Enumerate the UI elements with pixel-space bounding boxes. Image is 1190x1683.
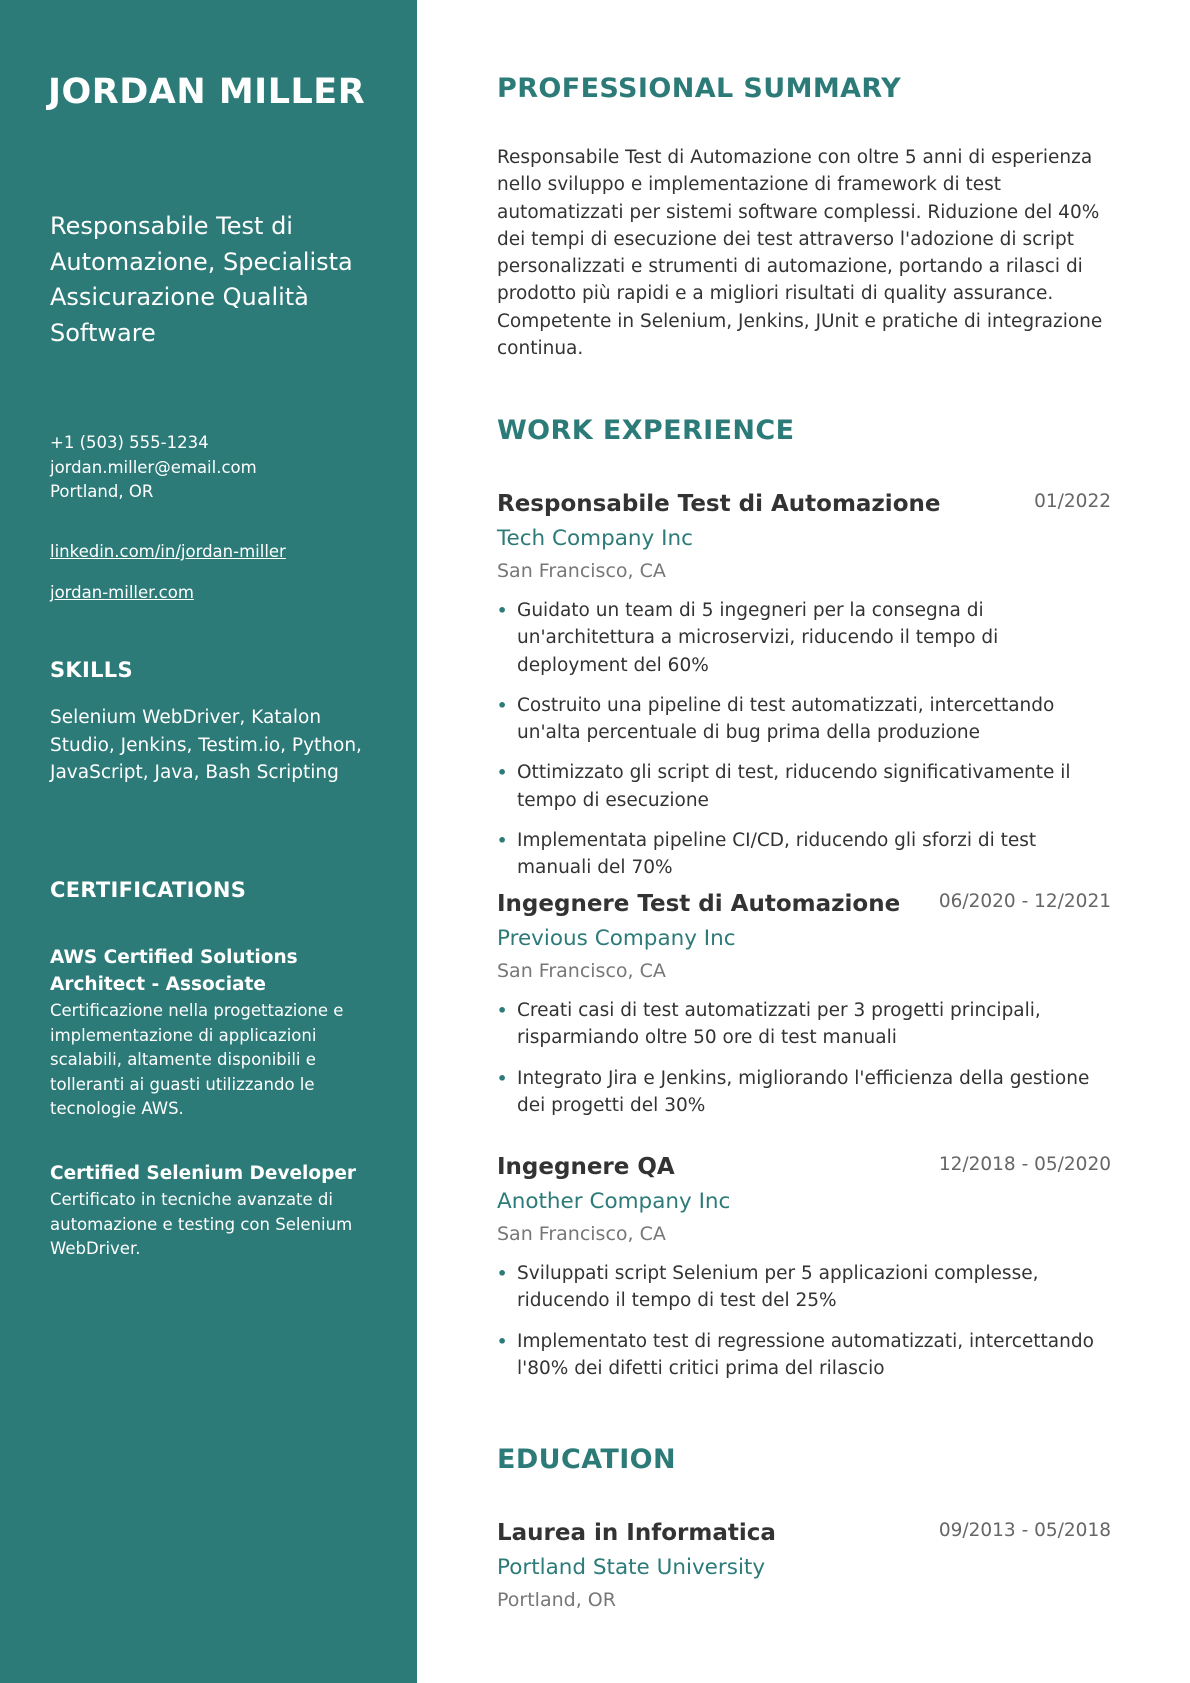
list-item	[497, 1328, 1111, 1383]
company-name: Tech Company Inc	[497, 526, 693, 551]
bullet-icon: •	[497, 1264, 508, 1283]
bullet-icon: •	[497, 831, 508, 851]
list-item	[497, 1065, 1111, 1120]
job-date: 01/2022	[1034, 491, 1111, 512]
bullet-icon: •	[497, 1001, 508, 1020]
education-location: Portland, OR	[497, 1589, 616, 1611]
bullet-icon: •	[497, 695, 508, 715]
job-title: Ingegnere Test di Automazione	[497, 891, 901, 917]
candidate-headline: Responsabile Test di Automazione, Specialista Assicurazione Qualità Software	[50, 212, 353, 347]
bullet-text: Integrato Jira e Jenkins, migliorando l'efficienza della gestione dei progetti del 30%	[517, 1067, 1090, 1116]
job-entry	[497, 888, 1111, 1132]
job-date: 06/2020 - 12/2021	[938, 891, 1111, 912]
website-link[interactable]: jordan-miller.com	[50, 583, 194, 602]
job-entry	[497, 488, 1111, 895]
work-experience-heading: WORK EXPERIENCE	[497, 415, 795, 446]
job-entry	[497, 1151, 1111, 1395]
bullet-text: Creati casi di test automatizzati per 3 progetti principali, risparmiando oltre 50 ore di test manuali	[517, 1000, 1041, 1049]
certification-description: Certificazione nella progettazione e implementazione di applicazioni scalabili, altamente disponibili e tolleranti ai guasti utilizzando le tecnologie AWS.	[50, 1001, 344, 1118]
bullet-icon: •	[497, 1331, 508, 1351]
certifications-heading: CERTIFICATIONS	[50, 878, 247, 902]
job-date: 12/2018 - 05/2020	[938, 1154, 1111, 1175]
bullet-text: Costruito una pipeline di test automatizzati, intercettando un'alta percentuale di bug prima della produzione	[517, 694, 1055, 744]
certification-item	[50, 1160, 365, 1262]
bullet-icon: •	[497, 1068, 508, 1088]
list-item	[497, 692, 1111, 747]
list-item	[497, 597, 1111, 679]
school-name: Portland State University	[497, 1555, 766, 1580]
job-location: San Francisco, CA	[497, 960, 666, 982]
education-date: 09/2013 - 05/2018	[938, 1520, 1111, 1541]
sidebar	[0, 0, 417, 1683]
candidate-name: JORDAN MILLER	[48, 72, 366, 112]
contact-info	[50, 431, 257, 505]
job-location: San Francisco, CA	[497, 560, 666, 582]
company-name: Another Company Inc	[497, 1189, 731, 1214]
skills-list: Selenium WebDriver, Katalon Studio, Jenkins, Testim.io, Python, JavaScript, Java, Bash Scripting	[50, 707, 362, 783]
list-item	[497, 827, 1111, 882]
certification-title: Certified Selenium Developer	[50, 1163, 357, 1184]
job-title: Responsabile Test di Automazione	[497, 491, 941, 517]
certification-title: AWS Certified Solutions Architect - Associate	[50, 947, 298, 995]
linkedin-link[interactable]: linkedin.com/in/jordan-miller	[50, 542, 286, 561]
job-location: San Francisco, CA	[497, 1223, 666, 1245]
job-bullets	[497, 597, 1111, 882]
bullet-icon: •	[497, 601, 508, 620]
list-item	[497, 759, 1111, 814]
education-heading: EDUCATION	[497, 1444, 677, 1475]
bullet-text: Guidato un team di 5 ingegneri per la consegna di un'architettura a microservizi, riducendo il tempo di deployment del 60%	[517, 600, 999, 676]
company-name: Previous Company Inc	[497, 926, 736, 951]
degree-title: Laurea in Informatica	[497, 1520, 776, 1546]
job-bullets	[497, 1260, 1111, 1382]
bullet-text: Implementata pipeline CI/CD, riducendo gli sforzi di test manuali del 70%	[517, 830, 1037, 879]
contact-phone: +1 (503) 555-1234	[50, 433, 209, 452]
skills-heading: SKILLS	[50, 658, 133, 682]
job-title: Ingegnere QA	[497, 1154, 675, 1180]
bullet-icon: •	[497, 763, 508, 783]
job-bullets	[497, 997, 1111, 1119]
certification-description: Certificato in tecniche avanzate di automazione e testing con Selenium WebDriver.	[50, 1190, 353, 1258]
contact-location: Portland, OR	[50, 482, 154, 501]
bullet-text: Sviluppati script Selenium per 5 applicazioni complesse, riducendo il tempo di test del 25%	[517, 1263, 1039, 1312]
list-item	[497, 997, 1111, 1052]
summary-text: Responsabile Test di Automazione con oltre 5 anni di esperienza nello sviluppo e implementazione di framework di test automatizzati per sistemi software complessi. Riduzione del 40% dei tempi di esecuzione dei test attraverso l'adozione di script personalizzati e strumenti di automazione, portando a rilasci di prodotto più rapidi e a migliori risultati di quality assurance. Competente in Selenium, Jenkins, JUnit e pratiche di integrazione continua.	[497, 147, 1103, 360]
summary-heading: PROFESSIONAL SUMMARY	[497, 73, 902, 104]
list-item	[497, 1260, 1111, 1315]
certification-item	[50, 944, 365, 1122]
bullet-text: Implementato test di regressione automatizzati, intercettando l'80% dei difetti critici prima del rilascio	[517, 1330, 1094, 1379]
bullet-text: Ottimizzato gli script di test, riducendo significativamente il tempo di esecuzione	[517, 762, 1071, 811]
education-entry	[497, 1517, 1111, 1616]
contact-email: jordan.miller@email.com	[50, 457, 257, 477]
main-content	[497, 0, 1111, 1683]
